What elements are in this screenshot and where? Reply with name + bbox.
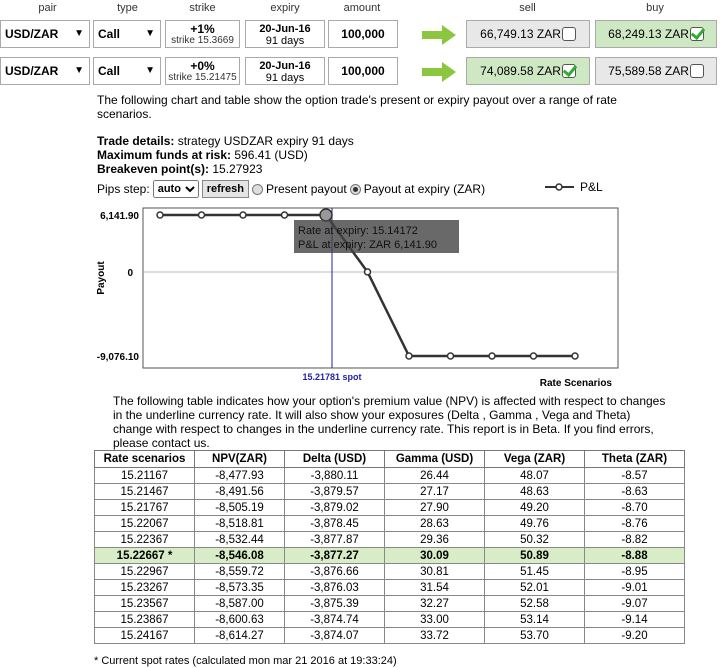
table-cell: 27.90 (385, 500, 485, 516)
pair-select[interactable] (0, 57, 90, 85)
max-funds-label: Maximum funds at risk: (97, 148, 232, 162)
table-cell: -3,879.02 (285, 500, 385, 516)
table-cell: 28.63 (385, 516, 485, 532)
pl-point[interactable] (572, 353, 578, 359)
table-row (95, 612, 685, 628)
pl-point[interactable] (199, 212, 205, 218)
column-header: NPV(ZAR) (195, 451, 285, 468)
table-header-row (95, 451, 685, 468)
sell-price: 74,089.58 ZAR (480, 64, 561, 78)
column-header: Vega (ZAR) (485, 451, 585, 468)
amount-input[interactable]: 100,000 (328, 20, 398, 48)
pl-point[interactable] (365, 269, 371, 275)
table-cell: -8.57 (585, 468, 685, 484)
table-cell: -3,875.39 (285, 596, 385, 612)
table-cell: 50.89 (485, 548, 585, 564)
table-row (95, 548, 685, 564)
table-cell: -8.63 (585, 484, 685, 500)
table-cell: -3,877.27 (285, 548, 385, 564)
pl-point[interactable] (489, 353, 495, 359)
buy-price: 68,249.13 ZAR (608, 27, 689, 41)
sell-price: 66,749.13 ZAR (480, 27, 561, 41)
table-cell: -8,491.56 (195, 484, 285, 500)
table-cell: -8,600.63 (195, 612, 285, 628)
buy-price-button[interactable] (595, 57, 717, 85)
table-cell: -9.14 (585, 612, 685, 628)
pl-point[interactable] (406, 353, 412, 359)
column-header: Gamma (USD) (385, 451, 485, 468)
table-cell: 51.45 (485, 564, 585, 580)
table-cell: -8.82 (585, 532, 685, 548)
checkmark-icon[interactable] (690, 27, 704, 41)
table-row (95, 468, 685, 484)
table-cell: -8.95 (585, 564, 685, 580)
table-cell: 52.58 (485, 596, 585, 612)
strike-sub: strike 15.3669 (171, 35, 234, 46)
table-cell: -8,477.93 (195, 468, 285, 484)
y-tick-bottom: -9,076.10 (96, 352, 139, 363)
table-cell: -9.20 (585, 628, 685, 644)
table-cell: 49.20 (485, 500, 585, 516)
refresh-button[interactable]: refresh (202, 180, 249, 198)
table-cell: -3,877.87 (285, 532, 385, 548)
arrow-right-icon (422, 25, 456, 45)
sell-price-button[interactable] (466, 57, 590, 85)
pl-point[interactable] (240, 212, 246, 218)
table-cell: 15.22067 (95, 516, 195, 532)
scenario-table (94, 450, 685, 644)
header-expiry: expiry (270, 2, 300, 14)
pl-point[interactable] (282, 212, 288, 218)
table-cell: 48.63 (485, 484, 585, 500)
strike-field[interactable] (165, 20, 240, 48)
table-row (95, 516, 685, 532)
tooltip-rate: Rate at expiry: 15.14172 (298, 225, 418, 237)
table-intro: The following table indicates how your option's premium value (NPV) is affected with respect to changes in the underline currency rate. It will also show your exposures (Delta , Gamma , Vega and Theta) change with respect to changes in the underline currency rate. This report is in Beta. If you find errors, please contact us. (113, 394, 666, 450)
table-cell: -3,880.11 (285, 468, 385, 484)
table-cell: 15.21767 (95, 500, 195, 516)
table-cell: -3,879.57 (285, 484, 385, 500)
table-row (95, 596, 685, 612)
breakeven-value: 15.27923 (209, 162, 263, 176)
y-tick-top: 6,141.90 (100, 211, 139, 222)
header-strike: strike (189, 2, 216, 14)
table-cell: -8,518.81 (195, 516, 285, 532)
intro-text: The following chart and table show the option trade's present or expiry payout over a range of rate scenarios. (97, 93, 617, 121)
strike-pct: +0% (190, 59, 215, 73)
breakeven-label: Breakeven point(s): (97, 162, 210, 176)
table-cell: 15.23867 (95, 612, 195, 628)
table-cell: 15.22367 (95, 532, 195, 548)
table-cell: -8.70 (585, 500, 685, 516)
pl-point[interactable] (531, 353, 537, 359)
buy-price: 75,589.58 ZAR (608, 64, 689, 78)
dropdown-arrow-icon: ▼ (145, 65, 155, 76)
header-sell: sell (519, 2, 536, 14)
table-cell: 27.17 (385, 484, 485, 500)
pl-point[interactable] (157, 212, 163, 218)
type-value: Call (98, 64, 121, 78)
header-pair: pair (38, 2, 57, 14)
table-cell: -8,573.35 (195, 580, 285, 596)
table-cell: 33.72 (385, 628, 485, 644)
pair-value: USD/ZAR (5, 64, 59, 78)
payout-chart (90, 178, 630, 390)
table-cell: 15.22667 * (95, 548, 195, 564)
table-cell: 29.36 (385, 532, 485, 548)
table-cell: 53.14 (485, 612, 585, 628)
table-cell: 30.81 (385, 564, 485, 580)
table-body (95, 468, 685, 644)
table-cell: 15.24167 (95, 628, 195, 644)
y-tick-zero: 0 (127, 268, 133, 279)
column-header: Theta (ZAR) (585, 451, 685, 468)
table-cell: 30.09 (385, 548, 485, 564)
table-cell: 32.27 (385, 596, 485, 612)
table-cell: 50.32 (485, 532, 585, 548)
table-cell: -8,532.44 (195, 532, 285, 548)
breakeven (97, 162, 262, 176)
max-funds-value: 596.41 (USD) (231, 148, 308, 162)
amount-input[interactable]: 100,000 (328, 57, 398, 85)
expiry-days: 91 days (265, 35, 305, 47)
trade-details (97, 134, 354, 148)
dropdown-arrow-icon: ▼ (74, 65, 84, 76)
trade-details-value: strategy USDZAR expiry 91 days (174, 134, 354, 148)
table-cell: -8,546.08 (195, 548, 285, 564)
table-cell: -8,505.19 (195, 500, 285, 516)
table-cell: 26.44 (385, 468, 485, 484)
tooltip-pl: P&L at expiry: ZAR 6,141.90 (298, 239, 437, 251)
pl-point[interactable] (320, 209, 332, 221)
footnote: * Current spot rates (calculated mon mar 21 2016 at 19:33:24) (94, 655, 397, 667)
table-cell: 48.07 (485, 468, 585, 484)
table-cell: -9.01 (585, 580, 685, 596)
dropdown-arrow-icon: ▼ (145, 28, 155, 39)
pair-select[interactable] (0, 20, 90, 48)
sell-price-button[interactable] (466, 20, 590, 48)
legend-marker (556, 184, 562, 190)
table-cell: 49.76 (485, 516, 585, 532)
table-cell: -8,614.27 (195, 628, 285, 644)
table-cell: 15.21467 (95, 484, 195, 500)
table-cell: -3,876.66 (285, 564, 385, 580)
table-cell: -8,587.00 (195, 596, 285, 612)
table-cell: -8.88 (585, 548, 685, 564)
table-row (95, 580, 685, 596)
type-select[interactable] (93, 20, 161, 48)
table-cell: -3,876.03 (285, 580, 385, 596)
table-cell: 15.22967 (95, 564, 195, 580)
trade-row (0, 20, 720, 50)
table-row (95, 628, 685, 644)
header-buy: buy (646, 2, 664, 14)
table-cell: -3,874.07 (285, 628, 385, 644)
trade-details-label: Trade details: (97, 134, 175, 148)
table-row (95, 484, 685, 500)
buy-price-button[interactable] (595, 20, 717, 48)
x-axis-label: Rate Scenarios (539, 378, 612, 389)
header-type: type (117, 2, 138, 14)
expiry-field[interactable] (245, 57, 325, 85)
arrow-right-icon (422, 62, 456, 82)
column-header: Rate scenarios (95, 451, 195, 468)
checkbox-icon[interactable] (562, 27, 576, 41)
spot-label: 15.21781 spot (302, 372, 362, 382)
table-cell: -8.76 (585, 516, 685, 532)
expiry-date: 20-Jun-16 (259, 60, 311, 72)
expiry-field[interactable] (245, 20, 325, 48)
table-cell: -8,559.72 (195, 564, 285, 580)
table-cell: 53.70 (485, 628, 585, 644)
strike-sub: strike 15.21475 (168, 72, 237, 83)
pl-point[interactable] (448, 353, 454, 359)
table-cell: 15.23567 (95, 596, 195, 612)
table-cell: 31.54 (385, 580, 485, 596)
dropdown-arrow-icon: ▼ (74, 28, 84, 39)
legend-label: P&L (580, 180, 603, 194)
strike-field[interactable] (165, 57, 240, 85)
table-row (95, 564, 685, 580)
checkmark-icon[interactable] (562, 64, 576, 78)
expiry-payout-label: Payout at expiry (ZAR) (363, 182, 486, 196)
present-payout-label: Present payout (266, 182, 347, 196)
strike-pct: +1% (190, 22, 215, 36)
pips-step-label: Pips step: (97, 182, 150, 196)
table-cell: 15.23267 (95, 580, 195, 596)
checkbox-icon[interactable] (690, 64, 704, 78)
type-select[interactable] (93, 57, 161, 85)
table-cell: 52.01 (485, 580, 585, 596)
trade-row (0, 57, 720, 87)
table-cell: -3,874.74 (285, 612, 385, 628)
table-cell: 15.21167 (95, 468, 195, 484)
table-cell: -3,878.45 (285, 516, 385, 532)
max-funds (97, 148, 308, 162)
table-row (95, 500, 685, 516)
pair-value: USD/ZAR (5, 27, 59, 41)
y-axis-label: Payout (96, 261, 107, 295)
type-value: Call (98, 27, 121, 41)
table-cell: 33.00 (385, 612, 485, 628)
expiry-date: 20-Jun-16 (259, 23, 311, 35)
expiry-days: 91 days (265, 72, 305, 84)
column-header: Delta (USD) (285, 451, 385, 468)
header-amount: amount (343, 2, 381, 14)
table-cell: -9.07 (585, 596, 685, 612)
table-row (95, 532, 685, 548)
